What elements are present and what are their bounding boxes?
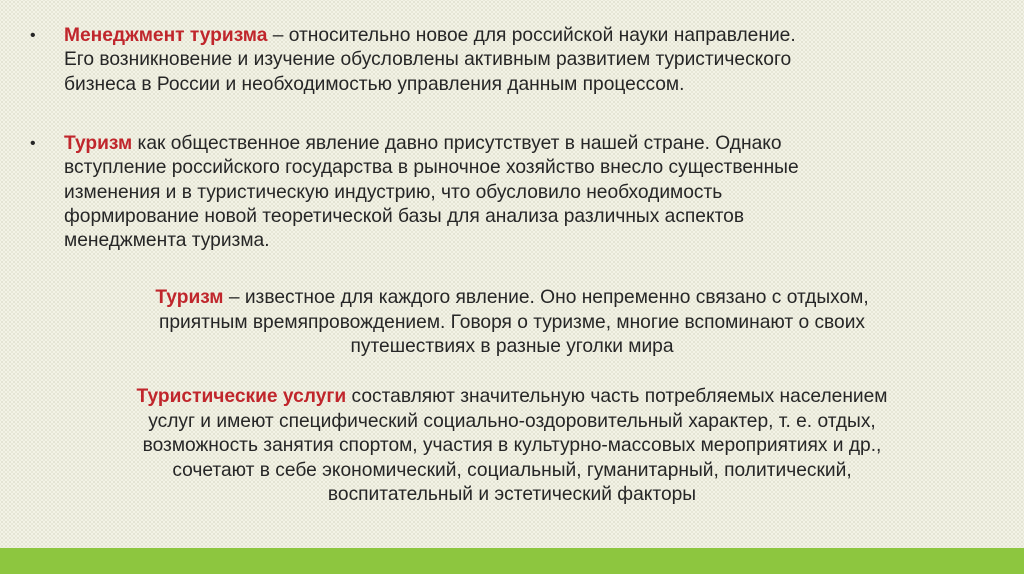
text-line: – известное для каждого явление. Оно непременно связано с отдыхом, (223, 287, 869, 308)
text-line: бизнеса в России и необходимостью управления данным процессом. (64, 73, 685, 95)
bullet-text (64, 24, 990, 97)
text-line: составляют значительную часть потребляемых населением (346, 386, 888, 407)
bullet-text (64, 132, 990, 253)
bullet-icon: • (30, 135, 36, 152)
text-line: формирование новой теоретической базы для анализа различных аспектов (64, 205, 745, 227)
term-highlight: Менеджмент туризма (64, 25, 268, 46)
text-line: приятным времяпровождением. Говоря о туризме, многие вспоминают о своих (158, 311, 866, 333)
text-line: менеджмента туризма. (64, 230, 270, 252)
text-line: возможность занятия спортом, участия в культурно-массовых мероприятиях и др., (142, 435, 882, 456)
bullet-item-tourism-management (30, 24, 990, 97)
term-highlight: Туризм (155, 287, 224, 308)
text-line: – относительно новое для российской науки направление. (267, 25, 796, 46)
text-line: услуг и имеют специфический социально-оздоровительный характер, т. е. отдых, (148, 410, 876, 432)
text-line: Его возникновение и изучение обусловлены активным развитием туристического (64, 49, 792, 71)
bullet-item-tourism (30, 132, 990, 253)
term-highlight: Туристические услуги (136, 386, 347, 407)
term-highlight: Туризм (64, 133, 133, 154)
bottom-accent-bar (0, 548, 1024, 574)
bullet-icon: • (30, 27, 36, 44)
text-line: изменения и в туристическую индустрию, что обусловило необходимость (64, 181, 723, 203)
text-line: сочетают в себе экономический, социальный, гуманитарный, политический, (172, 459, 852, 481)
text-line: как общественное явление давно присутствует в нашей стране. Однако (132, 133, 782, 154)
text-line: вступление российского государства в рыночное хозяйство внесло существенные (64, 157, 799, 179)
text-line: воспитательный и эстетический факторы (327, 484, 697, 505)
paragraph-tourist-services (40, 385, 984, 508)
text-line: путешествиях в разные уголки мира (350, 336, 674, 357)
paragraph-tourism-definition (40, 286, 984, 360)
